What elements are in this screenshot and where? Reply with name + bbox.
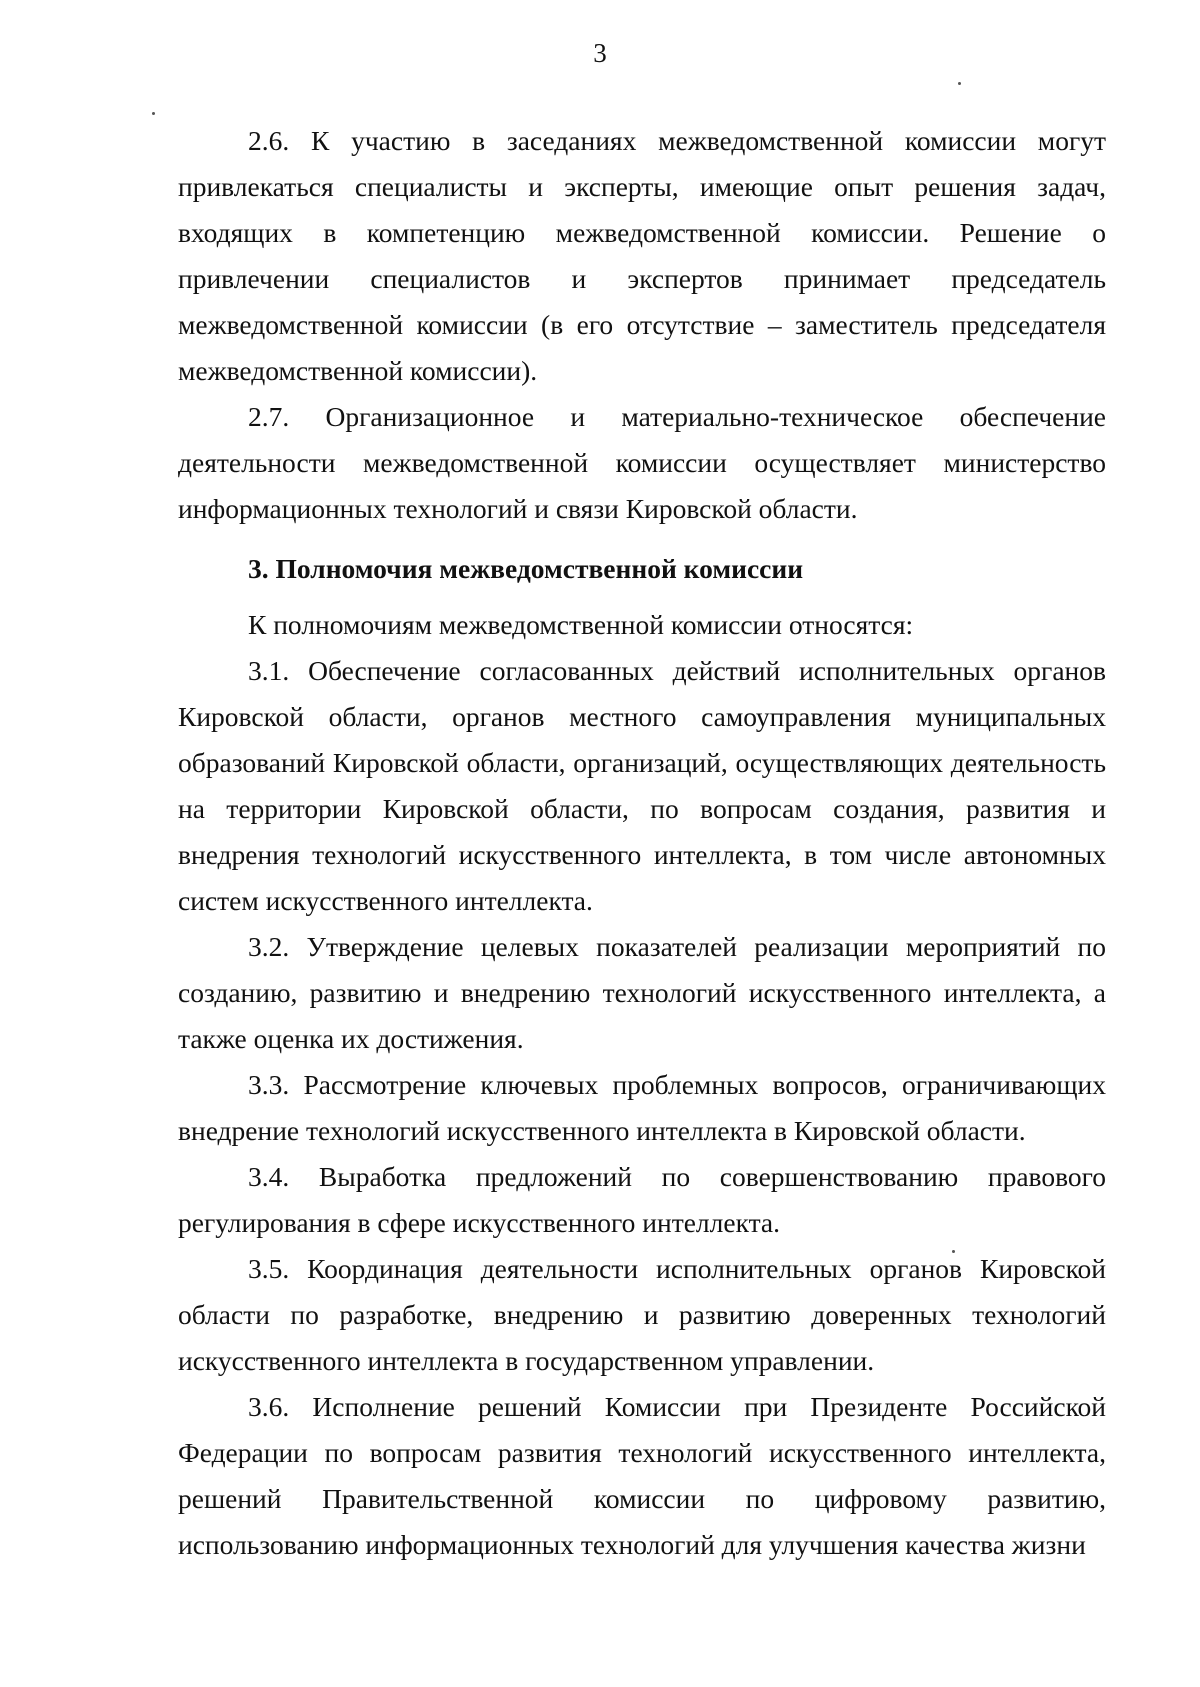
paragraph-3-1: 3.1. Обеспечение согласованных действий исполнительных органов Кировской области, органов местного самоуправления муниципальных образований Кировской области, организаций, осуществляющих деятельность на территории Кировской области, по вопросам создания, развития и внедрения технологий искусственного интеллекта, в том числе автономных систем искусственного интеллекта. <box>178 655 1106 916</box>
scan-speck <box>958 82 961 85</box>
section-3-heading: 3. Полномочия межведомственной комиссии <box>248 553 804 584</box>
paragraph-3-2: 3.2. Утверждение целевых показателей реализации мероприятий по созданию, развитию и внедрению технологий искусственного интеллекта, а также оценка их достижения. <box>178 931 1106 1054</box>
page-number: 3 <box>593 38 607 68</box>
paragraph-3-5: 3.5. Координация деятельности исполнительных органов Кировской области по разработке, внедрению и развитию доверенных технологий искусственного интеллекта в государственном управлении. <box>178 1253 1106 1376</box>
paragraph-3-3: 3.3. Рассмотрение ключевых проблемных вопросов, ограничивающих внедрение технологий искусственного интеллекта в Кировской области. <box>178 1069 1106 1146</box>
paragraph-2-7: 2.7. Организационное и материально-техническое обеспечение деятельности межведомственной комиссии осуществляет министерство информационных технологий и связи Кировской области. <box>178 401 1106 524</box>
scan-speck <box>952 1250 955 1253</box>
paragraph-2-6: 2.6. К участию в заседаниях межведомственной комиссии могут привлекаться специалисты и эксперты, имеющие опыт решения задач, входящих в компетенцию межведомственной комиссии. Решение о привлечении специалистов и экспертов принимает председатель межведомственной комиссии (в его отсутствие – заместитель председателя межведомственной комиссии). <box>178 125 1106 386</box>
scan-speck <box>152 112 155 115</box>
section-3-intro: К полномочиям межведомственной комиссии относятся: <box>248 609 914 640</box>
paragraph-3-6: 3.6. Исполнение решений Комиссии при Президенте Российской Федерации по вопросам развития технологий искусственного интеллекта, решений Правительственной комиссии по цифровому развитию, использованию информационных технологий для улучшения качества жизни <box>178 1391 1106 1560</box>
document-body <box>178 118 1106 1568</box>
paragraph-3-4: 3.4. Выработка предложений по совершенствованию правового регулирования в сфере искусственного интеллекта. <box>178 1161 1106 1238</box>
